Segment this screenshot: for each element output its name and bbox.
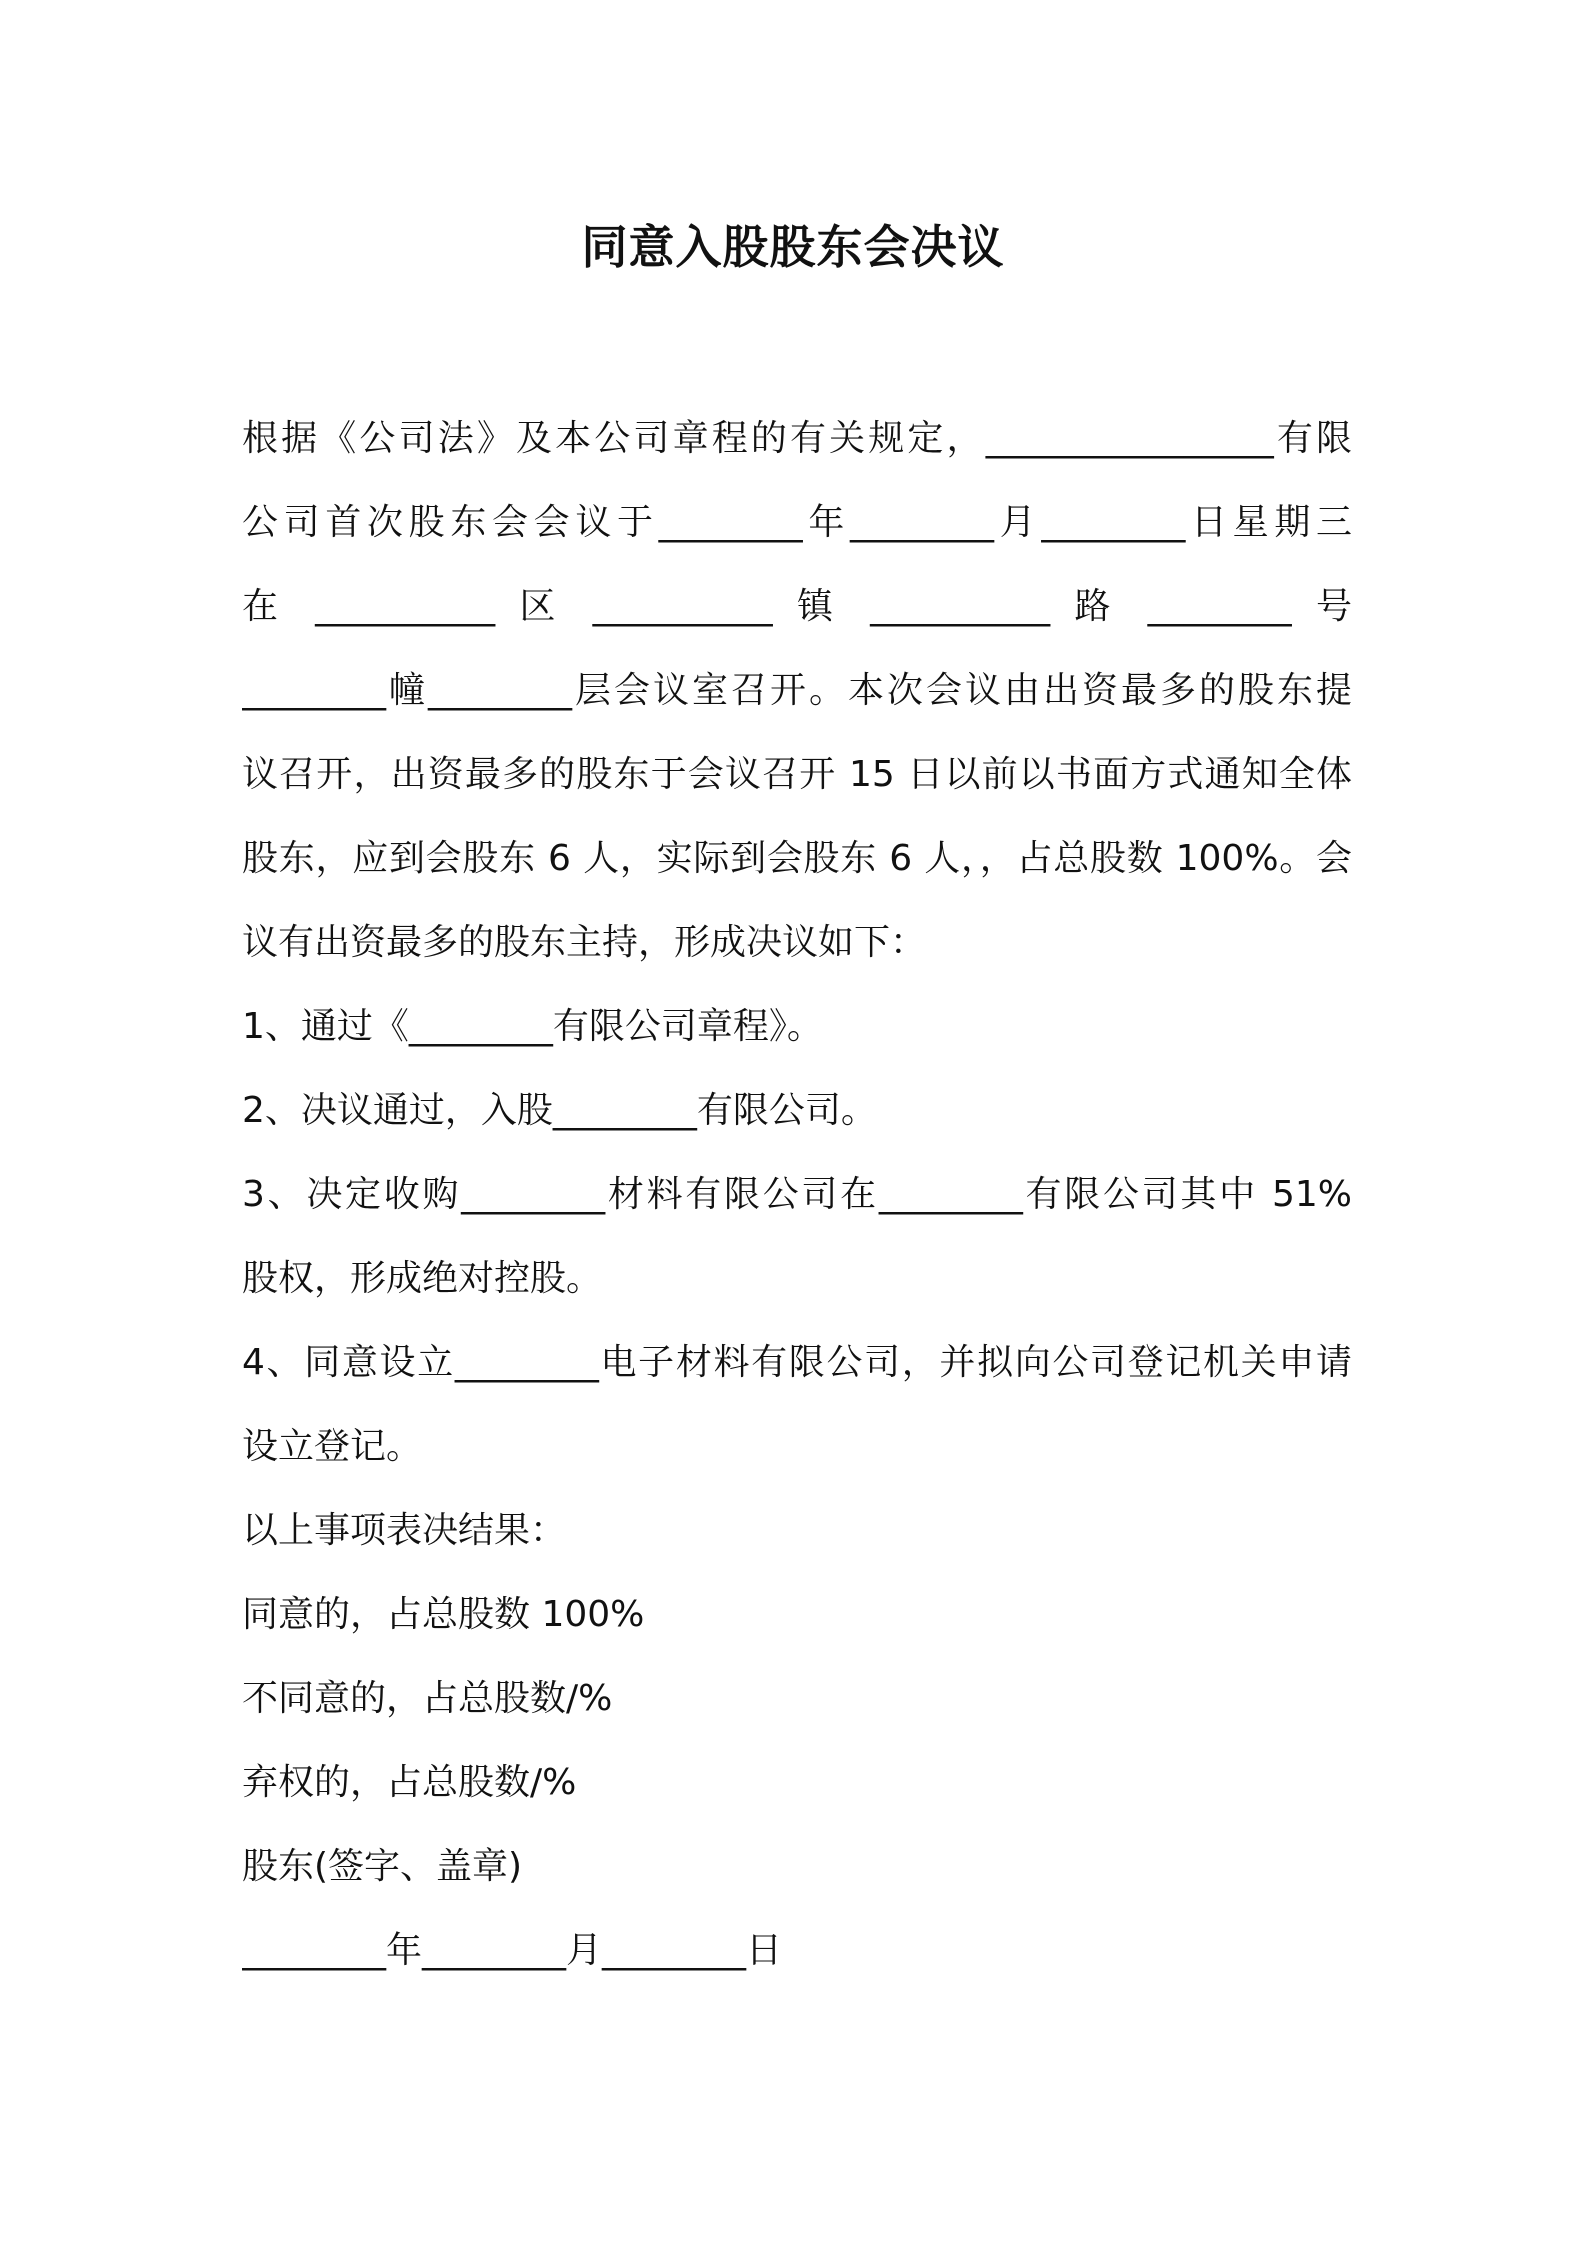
body-line-5: 议召开，出资最多的股东于会议召开 15 日以前以书面方式通知全体 bbox=[242, 754, 1352, 795]
vote-abstain: 弃权的，占总股数/% bbox=[242, 1762, 577, 1803]
vote-disagree: 不同意的，占总股数/% bbox=[242, 1678, 613, 1719]
vote-result-heading: 以上事项表决结果： bbox=[242, 1510, 567, 1551]
body-line-3: 在 __________ 区 __________ 镇 __________ 路 ________ 号 bbox=[242, 586, 1352, 627]
resolution-item-3: 3、决定收购________材料有限公司在________有限公司其中 51% bbox=[242, 1174, 1352, 1215]
document-title: 同意入股股东会决议 bbox=[581, 220, 1005, 274]
resolution-item-4-continued: 设立登记。 bbox=[242, 1426, 423, 1467]
resolution-item-1: 1、通过《________有限公司章程》。 bbox=[242, 1006, 823, 1047]
shareholder-signature: 股东(签字、盖章) bbox=[242, 1846, 523, 1887]
body-line-7: 议有出资最多的股东主持，形成决议如下： bbox=[242, 922, 927, 963]
body-line-2: 公司首次股东会会议于________年________月________日星期三 bbox=[242, 502, 1352, 543]
resolution-item-2: 2、决议通过，入股________有限公司。 bbox=[242, 1090, 877, 1131]
signature-date: ________年________月________日 bbox=[242, 1930, 782, 1971]
body-line-1: 根据《公司法》及本公司章程的有关规定，________________有限 bbox=[242, 418, 1352, 459]
body-line-4: ________幢________层会议室召开。本次会议由出资最多的股东提 bbox=[242, 670, 1352, 711]
resolution-item-4: 4、同意设立________电子材料有限公司，并拟向公司登记机关申请 bbox=[242, 1342, 1352, 1383]
vote-agree: 同意的，占总股数 100% bbox=[242, 1594, 645, 1635]
resolution-item-3-continued: 股权，形成绝对控股。 bbox=[242, 1258, 603, 1299]
body-line-6: 股东，应到会股东 6 人，实际到会股东 6 人，，占总股数 100%。会 bbox=[242, 838, 1352, 879]
